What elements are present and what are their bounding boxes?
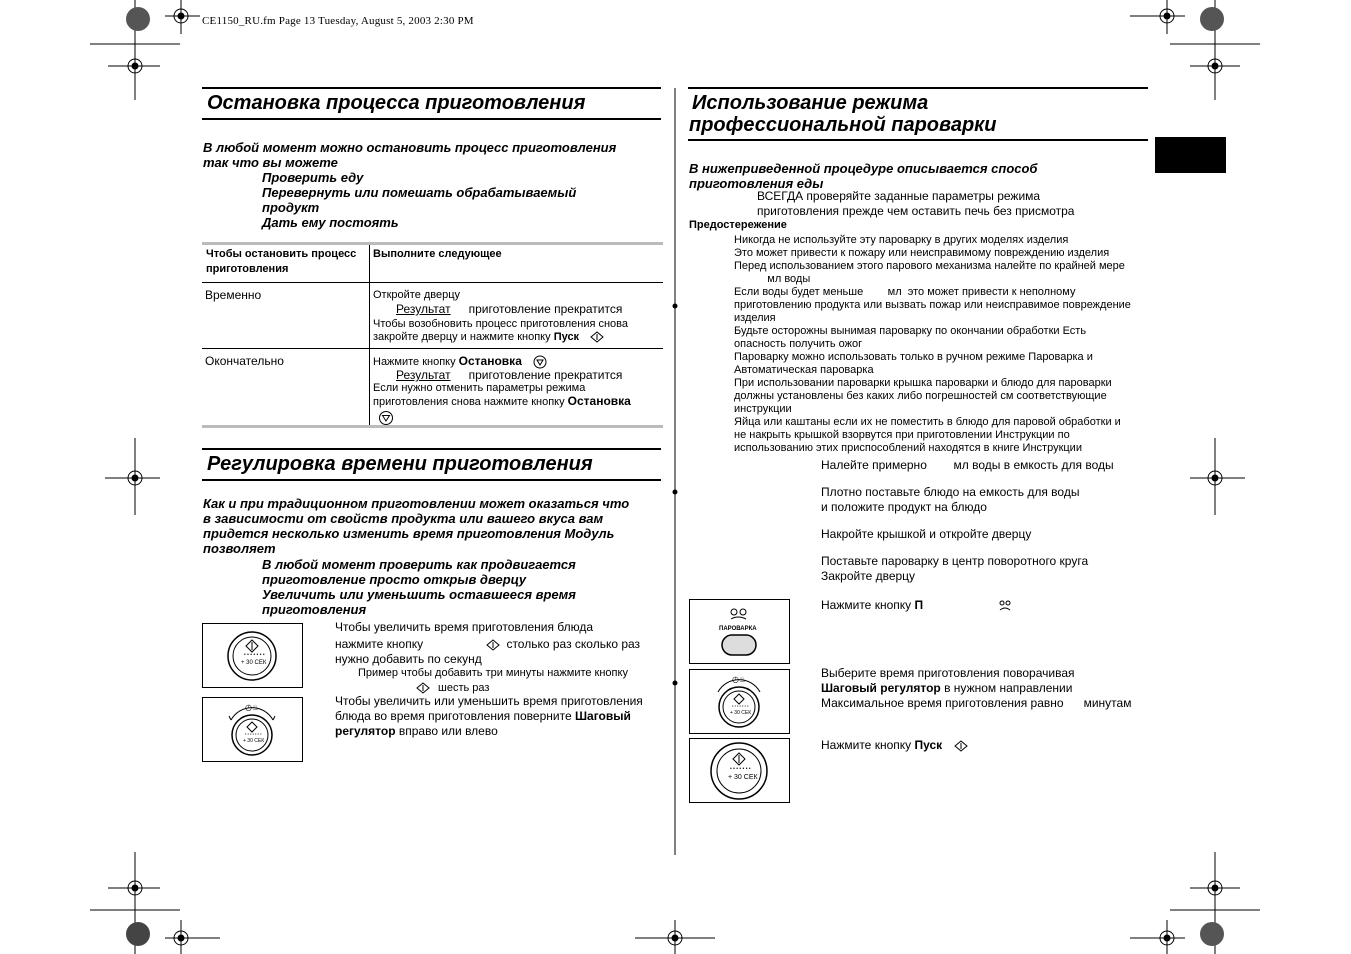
section-title-stop: Остановка процесса приготовления (207, 92, 586, 114)
file-info-header: CE1150_RU.fm Page 13 Tuesday, August 5, 2003 2:30 PM (202, 15, 474, 27)
start-button-icon (590, 331, 604, 343)
steamer-intro: В нижеприведенной процедуре описывается способ приготовления еды (689, 161, 1038, 191)
always-check-note: ВСЕГДА проверяйте заданные параметры режима приготовления прежде чем оставить печь без присмотра (757, 189, 1075, 218)
start-dial-illustration (202, 623, 303, 688)
multistep-dial-illustration (689, 669, 790, 734)
svg-text:◷♨: ◷♨ (245, 703, 260, 712)
svg-text:• • • • • • •: • • • • • • • (245, 731, 262, 736)
svg-text:• • • • • • •: • • • • • • • (730, 766, 751, 772)
step-cover-lid: Накройте крышкой и откройте дверцу (821, 527, 1032, 541)
multistep-dial-illustration (202, 697, 303, 762)
list-item: Дать ему постоять (262, 215, 399, 230)
list-item: Проверить еду (262, 170, 364, 185)
step-press-steamer: Нажмите кнопку П (821, 598, 1012, 613)
step-place-dish: Плотно поставьте блюдо на емкость для воды и положите продукт на блюдо (821, 485, 1080, 514)
step-select-time: Выберите время приготовления поворачивая Шаговый регулятор в нужном направлении Максимальное время приготовления равно минутам (821, 666, 1132, 710)
steamer-button-illustration (689, 599, 790, 664)
list-item: продукт (262, 200, 320, 215)
start-button-icon (954, 740, 968, 752)
list-item: Увеличить или уменьшить оставшееся время (262, 587, 576, 602)
adjust-options-list (262, 557, 662, 617)
stop-button-icon (533, 355, 547, 369)
step-increase-time: Чтобы увеличить время приготовления блюда нажмите кнопку столько раз сколько раз нужно добавить по секунд (335, 620, 641, 666)
step-adjust-dial: Чтобы увеличить или уменьшить время приготовления блюда во время приготовления поверните Шаговый регулятор вправо или влево (335, 694, 643, 738)
svg-text:• • • • • • •: • • • • • • • (244, 652, 265, 658)
table-header-col1: Чтобы остановить процесс приготовления (206, 248, 357, 275)
stop-options-list (262, 170, 662, 230)
caution-list: Никогда не используйте эту пароварку в других моделях изделия Это может привести к пожару или неисправимому повреждению изделия Перед использованием этого парового механизма налейте по крайней мере мл воды Если воды будет меньше мл это может привести к неполному приготовлению продукта или вызвать пожар или неисправимое повреждение изделия Будьте осторожны вынимая пароварку по окончании обработки Есть опасность получить ожог Пароварку можно использовать только в ручном режиме Пароварка и Автоматическая пароварка При использовании пароварки крышка пароварки и блюдо для пароварки должны установлены без каких либо погрешностей см соответствующие инструкции Яйца или каштаны если их не поместить в блюдо для паровой обработки и не накрыть крышкой взорвутся при приготовлении Инструкции по использованию этих приспособлений находятся в книге Инструкции (734, 234, 1131, 454)
table-row: Нажмите кнопку Остановка Результат приготовление прекратится Если нужно отменить параметры режима приготовления снова нажмите кнопку Остановка (373, 355, 663, 426)
caution-label: Предостережение (689, 219, 787, 231)
steamer-button-label: ПАРОВАРКА (719, 626, 757, 632)
dial-label: + 30 СЕК (241, 660, 267, 666)
adjust-intro: Как и при традиционном приготовлении может оказаться что в зависимости от свойств продукта или вашего вкуса вам придется несколько изменить время приготовления Модуль позволяет (203, 496, 630, 556)
list-item: Перевернуть или помешать обрабатываемый (262, 185, 577, 200)
step-press-start: Нажмите кнопку Пуск (821, 738, 968, 753)
dial-label: + 30 СЕК (243, 738, 265, 744)
list-item: В любой момент проверить как продвигается (262, 557, 576, 572)
example-note: Пример чтобы добавить три минуты нажмите кнопку шесть раз (358, 667, 628, 694)
start-button-icon (486, 639, 500, 651)
step-place-steamer: Поставьте пароварку в центр поворотного круга Закройте дверцу (821, 554, 1089, 583)
svg-text:• • • • • • •: • • • • • • • (732, 703, 749, 708)
steamer-icon (998, 600, 1012, 612)
stop-button-icon (378, 410, 394, 426)
language-tab (1155, 137, 1226, 173)
table-row-label: Окончательно (205, 354, 284, 368)
stop-intro: В любой момент можно остановить процесс приготовления так что вы можете (203, 140, 617, 170)
table-header-col2: Выполните следующее (373, 248, 502, 260)
start-button-icon (416, 682, 430, 694)
start-dial-illustration (689, 738, 790, 803)
dial-label: + 30 СЕК (730, 710, 752, 716)
table-row: Откройте дверцу Результат приготовление прекратится Чтобы возобновить процесс приготовления снова закройте дверцу и нажмите кнопку Пуск (373, 289, 629, 343)
section-title-adjust-time: Регулировка времени приготовления (207, 453, 593, 475)
svg-text:◷♨: ◷♨ (732, 675, 747, 684)
section-title-steamer: Использование режима профессиональной пароварки (689, 92, 997, 136)
table-row-label: Временно (205, 288, 262, 302)
list-item: приготовления (262, 602, 367, 617)
dial-label: + 30 СЕК (728, 774, 758, 781)
step-pour-water: Налейте примерно мл воды в емкость для воды (821, 458, 1114, 472)
list-item: приготовление просто открыв дверцу (262, 572, 527, 587)
